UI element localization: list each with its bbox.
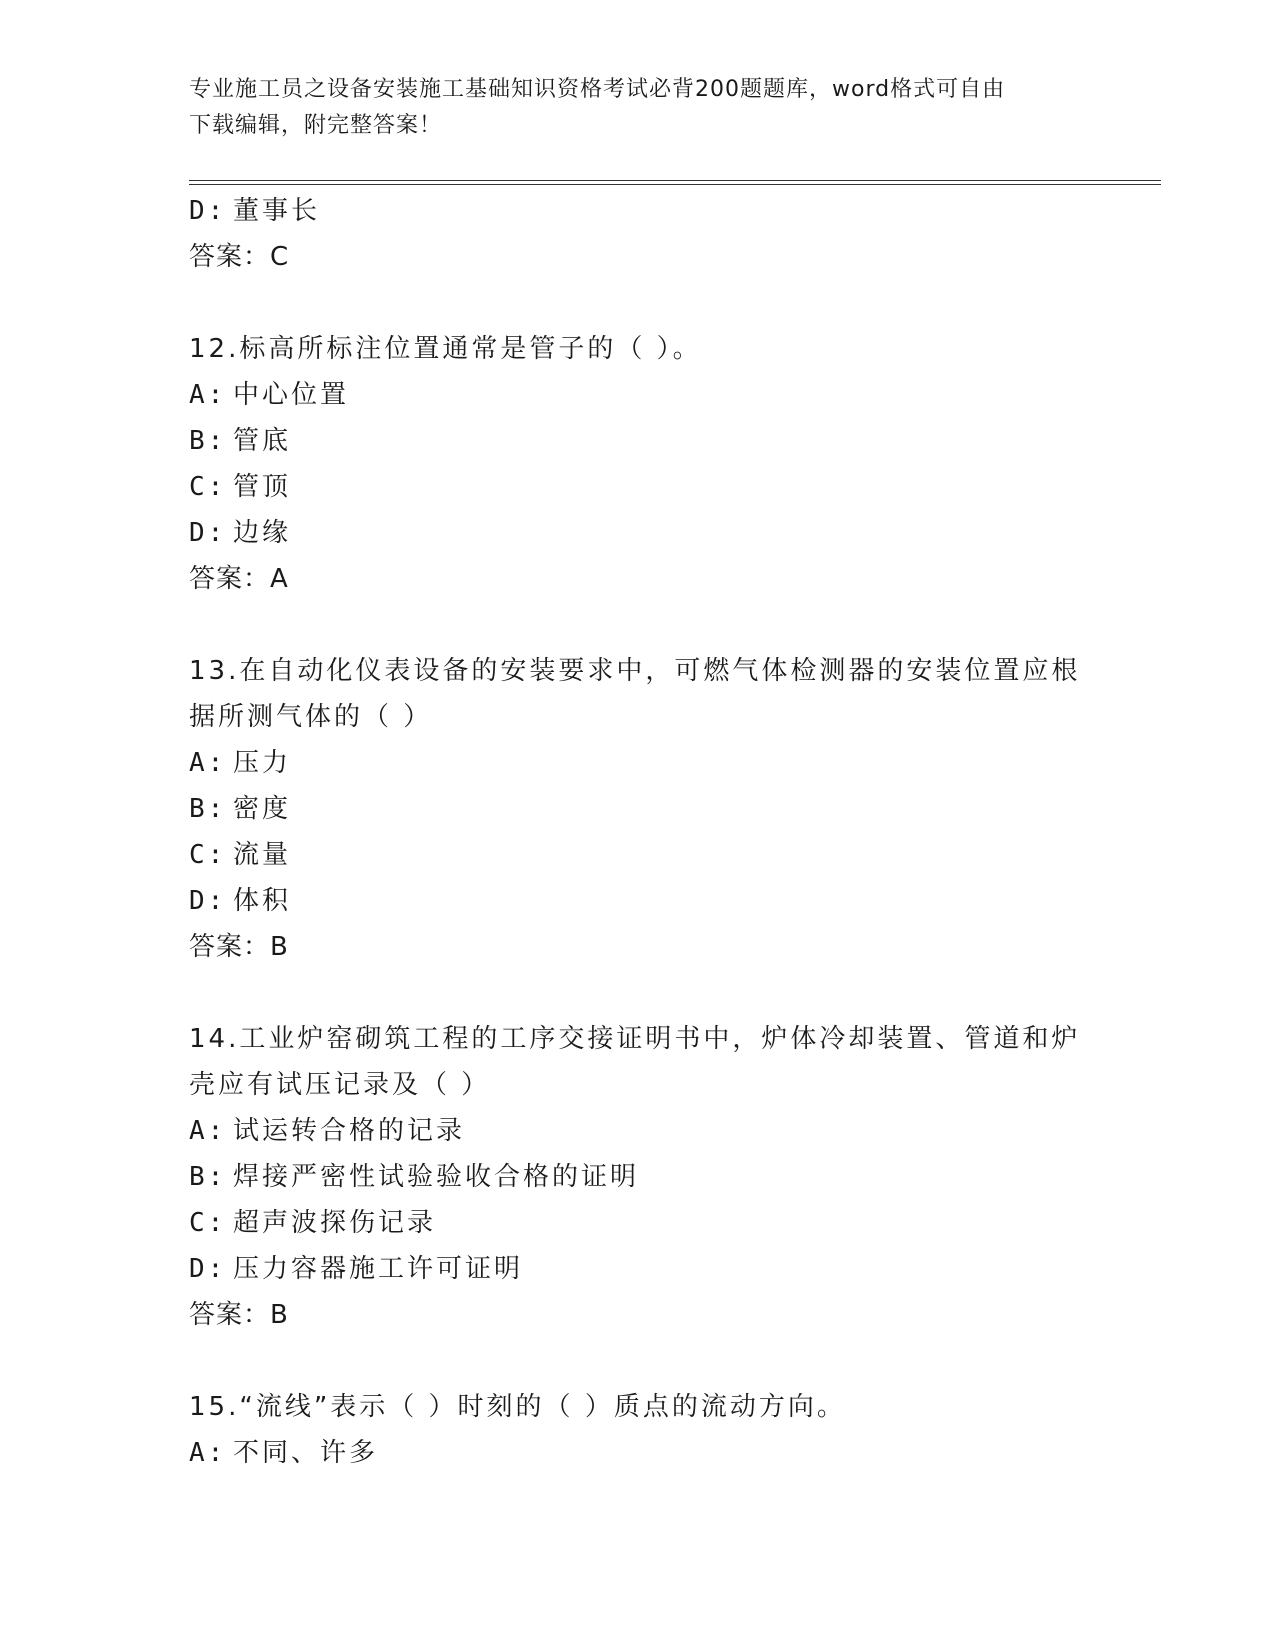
question-12-answer: 答案：A (189, 564, 289, 594)
option-label: A: (189, 380, 227, 410)
option-label: D: (189, 886, 227, 916)
option-label: C: (189, 840, 227, 870)
option-label: A: (189, 748, 227, 778)
question-14-stem-line-1: 14.工业炉窑砌筑工程的工序交接证明书中，炉体冷却装置、管道和炉 (189, 1024, 1081, 1054)
option-text: 边缘 (233, 518, 292, 548)
question-15-option-a (189, 1430, 1089, 1476)
question-14-option-d (189, 1246, 1089, 1292)
document-header (189, 72, 1089, 144)
option-text: 流量 (233, 840, 292, 870)
spacer (189, 602, 1089, 648)
option-label: A: (189, 1438, 227, 1468)
spacer (189, 280, 1089, 326)
question-12-option-d (189, 510, 1089, 556)
question-14-option-a (189, 1108, 1089, 1154)
option-text: 压力容器施工许可证明 (233, 1254, 524, 1284)
option-label: B: (189, 794, 227, 824)
option-label: A: (189, 1116, 227, 1146)
question-14-option-c (189, 1200, 1089, 1246)
option-text: 管顶 (233, 472, 292, 502)
option-text: 董事长 (233, 196, 321, 226)
question-12-option-c (189, 464, 1089, 510)
header-line-1: 专业施工员之设备安装施工基础知识资格考试必背200题题库，word格式可自由 (189, 77, 1006, 102)
prev-answer: 答案：C (189, 242, 290, 272)
option-text: 试运转合格的记录 (233, 1116, 466, 1146)
question-13-stem-line-2: 据所测气体的（ ） (189, 702, 433, 732)
question-14-option-b (189, 1154, 1089, 1200)
header-line-2: 下载编辑，附完整答案！ (189, 113, 443, 138)
question-13-option-d (189, 878, 1089, 924)
option-label: B: (189, 1162, 227, 1192)
question-12-option-b (189, 418, 1089, 464)
question-12-option-a (189, 372, 1089, 418)
option-text: 中心位置 (233, 380, 350, 410)
header-divider-top (189, 180, 1161, 181)
option-label: D: (189, 1254, 227, 1284)
prev-option-d (189, 188, 1089, 234)
option-label: D: (189, 518, 227, 548)
question-12-stem: 12.标高所标注位置通常是管子的（ ）。 (189, 334, 702, 364)
spacer (189, 970, 1089, 1016)
option-text: 压力 (233, 748, 292, 778)
option-label: B: (189, 426, 227, 456)
option-text: 体积 (233, 886, 292, 916)
spacer (189, 1338, 1089, 1384)
option-label: C: (189, 1208, 227, 1238)
question-13-stem-line-1: 13.在自动化仪表设备的安装要求中，可燃气体检测器的安装位置应根 (189, 656, 1081, 686)
option-text: 密度 (233, 794, 292, 824)
question-13-option-b (189, 786, 1089, 832)
question-14-answer: 答案：B (189, 1300, 289, 1330)
option-text: 焊接严密性试验验收合格的证明 (233, 1162, 640, 1192)
question-13-option-c (189, 832, 1089, 878)
document-body (189, 188, 1089, 1476)
question-14-stem-line-2: 壳应有试压记录及（ ） (189, 1070, 491, 1100)
question-13-answer: 答案：B (189, 932, 289, 962)
option-text: 不同、许多 (233, 1438, 379, 1468)
header-divider-bottom (189, 184, 1161, 185)
question-13-option-a (189, 740, 1089, 786)
option-text: 管底 (233, 426, 292, 456)
option-label: C: (189, 472, 227, 502)
option-label: D: (189, 196, 227, 226)
question-15-stem: 15.“流线”表示（ ）时刻的（ ）质点的流动方向。 (189, 1392, 846, 1422)
option-text: 超声波探伤记录 (233, 1208, 437, 1238)
